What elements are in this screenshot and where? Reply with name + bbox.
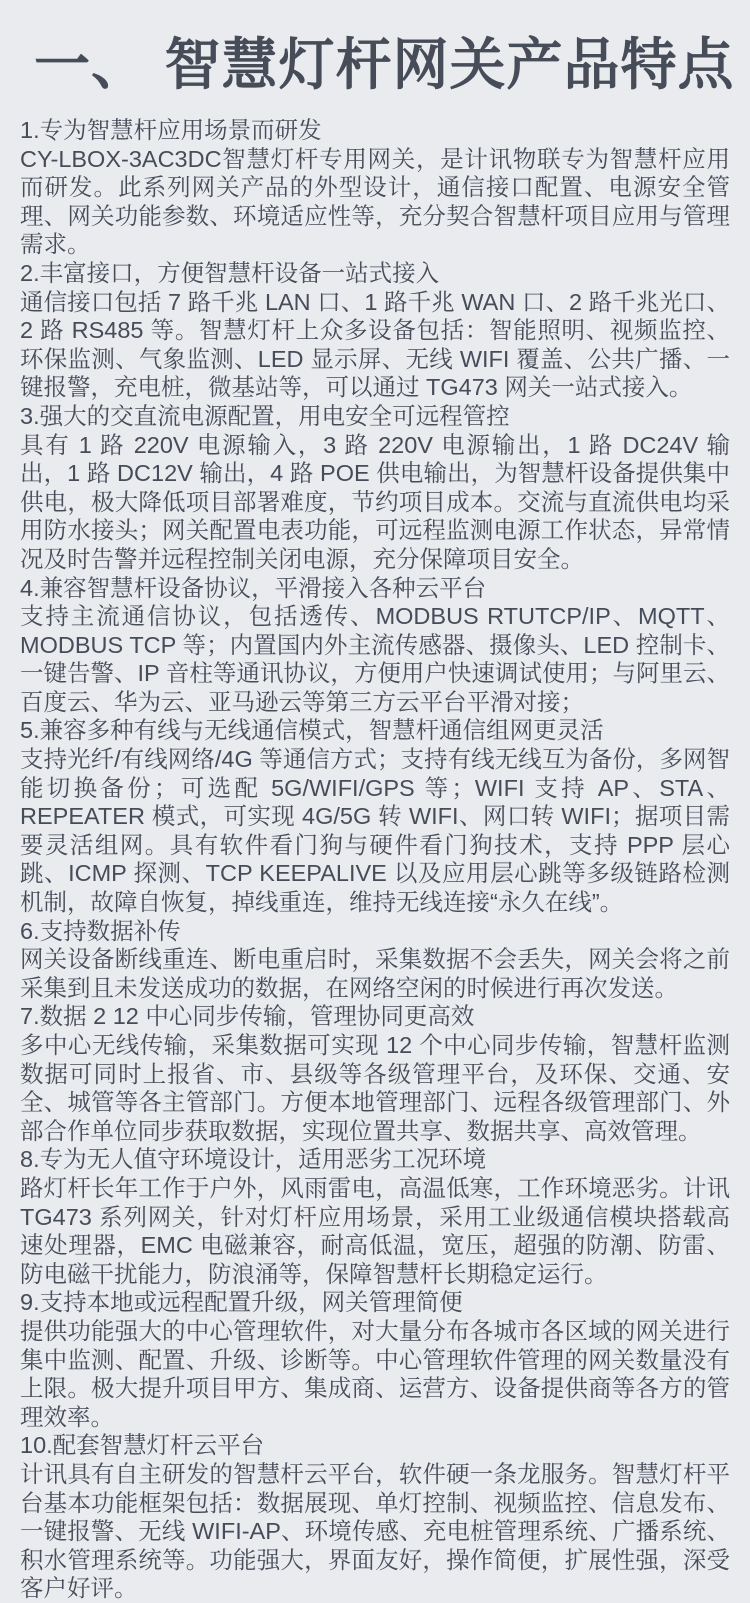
feature-section-10 [20,1431,730,1603]
section-body: 网关设备断线重连、断电重启时，采集数据不会丢失，网关会将之前采集到且未发送成功的数据，在网络空闲的时候进行再次发送。 [20,946,730,1001]
feature-section-6 [20,917,730,1003]
feature-section-8 [20,1145,730,1288]
section-body: 多中心无线传输，采集数据可实现 12 个中心同步传输，智慧杆监测数据可同时上报省、市、县级等各级管理平台，及环保、交通、安全、城管等各主管部门。方便本地管理部门、远程各级管理部门、外部合作单位同步获取数据，实现位置共享、数据共享、高效管理。 [20,1032,730,1144]
feature-section-4 [20,574,730,717]
section-body: 路灯杆长年工作于户外，风雨雷电，高温低寒，工作环境恶劣。计讯 TG473 系列网关，针对灯杆应用场景，采用工业级通信模块搭载高速处理器，EMC 电磁兼容，耐高低温，宽压，超强的防潮、防雷、防电磁干扰能力，防浪涌等，保障智慧杆长期稳定运行。 [20,1174,730,1287]
section-heading: 4.兼容智慧杆设备协议，平滑接入各种云平台 [20,574,487,601]
section-heading: 2.丰富接口，方便智慧杆设备一站式接入 [20,259,440,286]
document-content [20,116,730,1603]
feature-section-5 [20,716,730,916]
section-heading: 8.专为无人值守环境设计，适用恶劣工况环境 [20,1146,487,1173]
section-body: 支持主流通信协议，包括透传、MODBUS RTUTCP/IP、MQTT、MODBUS TCP 等；内置国内外主流传感器、摄像头、LED 控制卡、一键告警、IP 音柱等通讯协议，方便用户快速调试使用；与阿里云、百度云、华为云、亚马逊云等第三方云平台平滑对接； [20,603,730,715]
feature-section-2 [20,259,730,402]
section-body: 具有 1 路 220V 电源输入，3 路 220V 电源输出，1 路 DC24V 输出，1 路 DC12V 输出，4 路 POE 供电输出，为智慧杆设备提供集中供电，极大降低项目部署难度，节约项目成本。交流与直流供电均采用防水接头；网关配置电表功能，可远程监测电源工作状态，异常情况及时告警并远程控制关闭电源，充分保障项目安全。 [20,431,730,572]
section-heading: 6.支持数据补传 [20,917,181,944]
section-heading: 5.兼容多种有线与无线通信模式，智慧杆通信组网更灵活 [20,717,604,744]
feature-section-1 [20,116,730,259]
page-title: 一、 智慧灯杆网关产品特点 [34,33,735,96]
section-body: 支持光纤/有线网络/4G 等通信方式；支持有线无线互为备份，多网智能切换备份；可选配 5G/WIFI/GPS 等；WIFI 支持 AP、STA、REPEATER 模式，可实现 4G/5G 转 WIFI、网口转 WIFI；据项目需要灵活组网。具有软件看门狗与硬件看门狗技术，支持 PPP 层心跳、ICMP 探测、TCP KEEPALIVE 以及应用层心跳等多级链路检测机制，故障自恢复，掉线重连，维持无线连接“永久在线”。 [20,746,730,916]
section-body: 通信接口包括 7 路千兆 LAN 口、1 路千兆 WAN 口、2 路千兆光口、2 路 RS485 等。智慧灯杆上众多设备包括：智能照明、视频监控、环保监测、气象监测、LED 显示屏、无线 WIFI 覆盖、公共广播、一键报警，充电桩，微基站等，可以通过 TG473 网关一站式接入。 [20,288,730,401]
section-heading: 10.配套智慧灯杆云平台 [20,1432,265,1459]
section-body: 计讯具有自主研发的智慧杆云平台，软件硬一条龙服务。智慧灯杆平台基本功能框架包括：数据展现、单灯控制、视频监控、信息发布、一键报警、无线 WIFI-AP、环境传感、充电桩管理系统、广播系统、积水管理系统等。功能强大，界面友好，操作简便，扩展性强，深受客户好评。 [20,1460,730,1602]
feature-section-3 [20,402,730,574]
section-body: 提供功能强大的中心管理软件，对大量分布各城市各区域的网关进行集中监测、配置、升级、诊断等。中心管理软件管理的网关数量没有上限。极大提升项目甲方、集成商、运营方、设备提供商等各方的管理效率。 [20,1317,730,1430]
section-body: CY-LBOX-3AC3DC智慧灯杆专用网关，是计讯物联专为智慧杆应用而研发。此系列网关产品的外型设计，通信接口配置、电源安全管理、网关功能参数、环境适应性等，充分契合智慧杆项目应用与管理需求。 [20,145,730,258]
section-heading: 3.强大的交直流电源配置，用电安全可远程管控 [20,402,510,429]
feature-section-9 [20,1288,730,1431]
section-heading: 7.数据 2 12 中心同步传输，管理协同更高效 [20,1003,475,1030]
section-heading: 1.专为智慧杆应用场景而研发 [20,117,322,143]
section-heading: 9.支持本地或远程配置升级，网关管理简便 [20,1289,463,1316]
feature-section-7 [20,1002,730,1145]
